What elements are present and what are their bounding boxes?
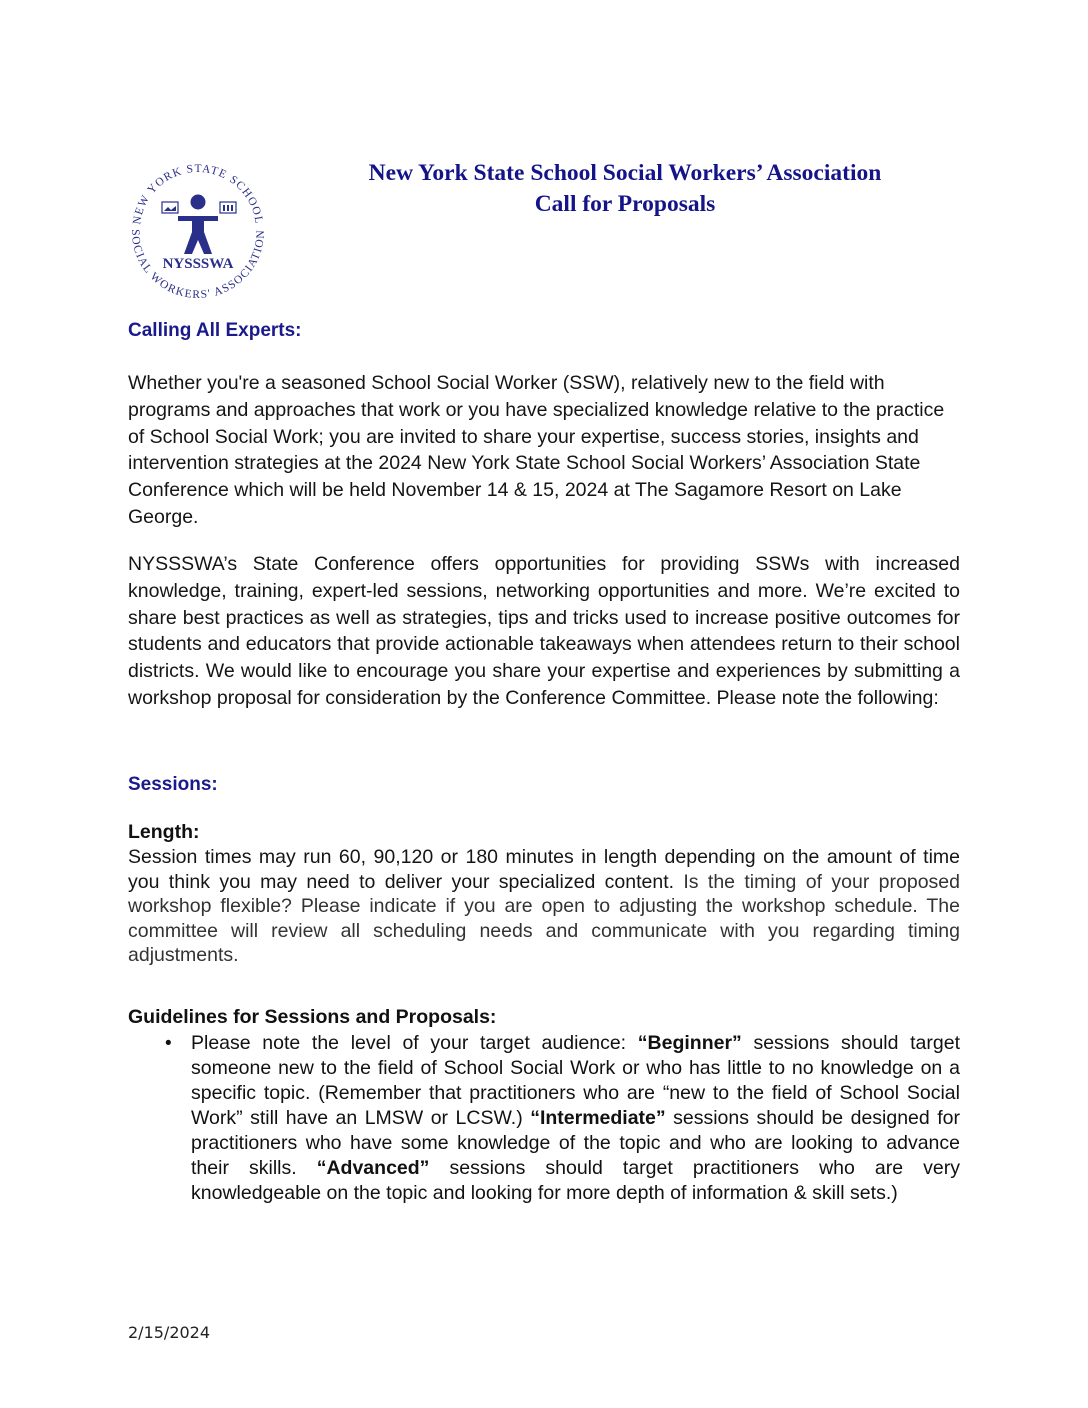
guidelines-list xyxy=(128,1031,960,1206)
logo-emblem-icon xyxy=(118,150,278,305)
title-organization: New York State School Social Workers’ Association xyxy=(368,160,882,186)
bullet-icon: • xyxy=(165,1033,172,1054)
heading-guidelines: Guidelines for Sessions and Proposals: xyxy=(128,1006,497,1028)
footer-date: 2/15/2024 xyxy=(128,1323,211,1342)
paragraph-length xyxy=(128,845,960,968)
heading-calling-all-experts: Calling All Experts: xyxy=(128,320,302,341)
heading-length: Length: xyxy=(128,821,200,843)
level-intermediate: “Intermediate” xyxy=(530,1107,666,1129)
list-item: • Please note the level of your target audience: “Beginner” sessions should target someone new to the field of School Social Work or who has little to no knowledge on a specific topic. (Remember that practitioners who are “new to the field of School Social Work” still have an LMSW or LCSW.) “Intermediate” sessions should be designed for practitioners who have some knowledge of the topic and who are looking to advance their skills. “Advanced” sessions should target practitioners who are very knowledgeable on the topic and looking for more depth of information & skill sets.) xyxy=(165,1032,961,1204)
length-text-main: Session times may run 60, 90,120 or 180 minutes in length depending on the amount of time you think you may need to deliver your specialized content. xyxy=(128,846,960,893)
heading-sessions: Sessions: xyxy=(128,774,218,795)
svg-text:NYSSSWA: NYSSSWA xyxy=(162,256,234,272)
paragraph-calling-experts: Whether you're a seasoned School Social Worker (SSW), relatively new to the field with programs and approaches that work or you have specialized knowledge relative to the practice of School Social Work; you are invited to share your expertise, success stories, insights and intervention strategies at the 2024 New York State School Social Workers’ Association State Conference which will be held November 14 & 15, 2024 at The Sagamore Resort on Lake George. xyxy=(128,372,945,528)
level-beginner: “Beginner” xyxy=(637,1032,742,1054)
nyssswa-logo xyxy=(118,150,278,305)
svg-text:SOCIAL WORKERS' ASSOCIATION: SOCIAL WORKERS' ASSOCIATION xyxy=(128,229,268,302)
level-advanced: “Advanced” xyxy=(316,1157,430,1179)
document-title xyxy=(330,158,920,220)
svg-text:NEW YORK STATE SCHOOL: NEW YORK STATE SCHOOL xyxy=(131,162,265,226)
paragraph-conference-intro: NYSSSWA’s State Conference offers opportunities for providing SSWs with increased knowledge, training, expert-led sessions, networking opportunities and more. We’re excited to share best practices as well as strategies, tips and tricks used to increase positive outcomes for students and educators that provide actionable takeaways when attendees return to their school districts. We would like to encourage you share your expertise and experiences by submitting a workshop proposal for consideration by the Conference Committee. Please note the following: xyxy=(128,553,960,709)
length-text-flexibility: Is the timing of your proposed workshop flexible? Please indicate if you are open to adjusting the workshop schedule. The committee will review all scheduling needs and communicate with you regarding timing adjustments. xyxy=(128,870,960,967)
title-call-for-proposals: Call for Proposals xyxy=(534,191,716,217)
